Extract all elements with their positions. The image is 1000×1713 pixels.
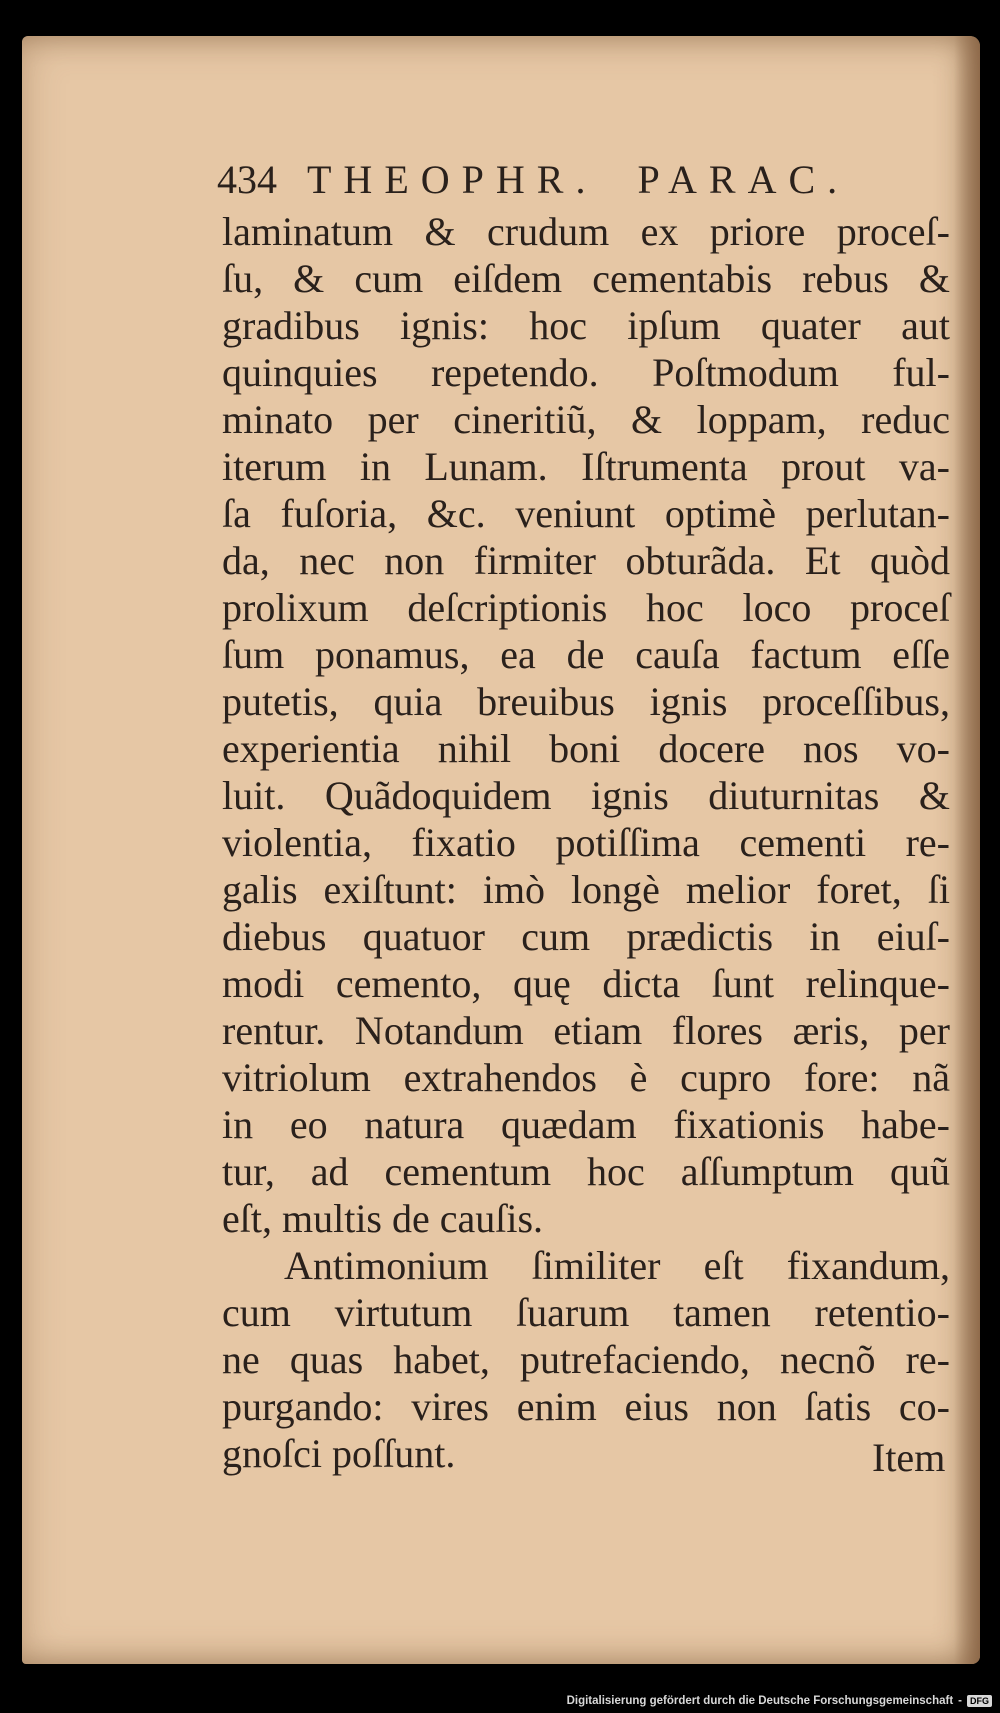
- text-line: luit. Quãdoquidem ignis diuturnitas &: [222, 773, 950, 818]
- text-line: minato per cineritiũ, & loppam, reduc: [222, 397, 950, 442]
- digitization-credit: [567, 1692, 992, 1710]
- text-line: diebus quatuor cum prædictis in eiuſ-: [222, 914, 950, 959]
- page-header: [217, 156, 849, 203]
- text-line: ne quas habet, putrefaciendo, necnõ re-: [222, 1337, 950, 1382]
- text-line: prolixum deſcriptionis hoc loco proceſ: [222, 585, 950, 630]
- text-line: galis exiſtunt: imò longè melior foret, ſi: [222, 867, 950, 912]
- text-line: purgando: vires enim eius non ſatis co-: [222, 1384, 950, 1429]
- text-line: in eo natura quædam fixationis habe-: [222, 1102, 950, 1147]
- text-line: experientia nihil boni docere nos vo-: [222, 726, 950, 771]
- text-line: violentia, fixatio potiſſima cementi re-: [222, 820, 950, 865]
- text-line: rentur. Notandum etiam flores æris, per: [222, 1008, 950, 1053]
- text-line: cum virtutum ſuarum tamen retentio-: [222, 1290, 950, 1335]
- text-line: ſu, & cum eiſdem cementabis rebus &: [222, 256, 950, 301]
- running-head: THEOPHR. PARAC.: [307, 157, 850, 202]
- credit-text: Digitalisierung gefördert durch die Deutsche Forschungsgemeinschaft: [566, 1695, 954, 1707]
- text-line: da, nec non firmiter obturãda. Et quòd: [222, 538, 950, 583]
- page-number: 434: [217, 157, 277, 202]
- text-line: tur, ad cementum hoc aſſumptum quũ: [222, 1149, 950, 1194]
- text-line: iterum in Lunam. Iſtrumenta prout va-: [222, 444, 950, 489]
- body-text: [222, 208, 950, 1477]
- book-page: [22, 36, 980, 1664]
- catchword: Item: [872, 1435, 946, 1480]
- text-line: eſt, multis de cauſis.: [222, 1196, 544, 1241]
- text-line: quinquies repetendo. Poſtmodum ful-: [222, 350, 950, 395]
- text-line: ſum ponamus, ea de cauſa factum eſſe: [222, 632, 950, 677]
- text-line: modi cemento, quę dicta ſunt relinque-: [222, 961, 950, 1006]
- text-line: ſa fuſoria, &c. veniunt optimè perlutan-: [222, 491, 950, 536]
- text-line: putetis, quia breuibus ignis proceſſibus,: [222, 679, 950, 724]
- text-line: gnoſci poſſunt.: [222, 1431, 456, 1476]
- page-edge-shadow: [954, 36, 980, 1664]
- text-line: gradibus ignis: hoc ipſum quater aut: [222, 303, 950, 348]
- credit-separator: -: [958, 1695, 962, 1707]
- text-line: laminatum & crudum ex priore proceſ-: [222, 209, 950, 254]
- paragraph-first-line: Antimonium ſimiliter eſt fixandum,: [284, 1243, 950, 1288]
- dfg-logo-icon: DFG: [967, 1695, 992, 1707]
- text-line: vitriolum extrahendos è cupro fore: nã: [222, 1055, 950, 1100]
